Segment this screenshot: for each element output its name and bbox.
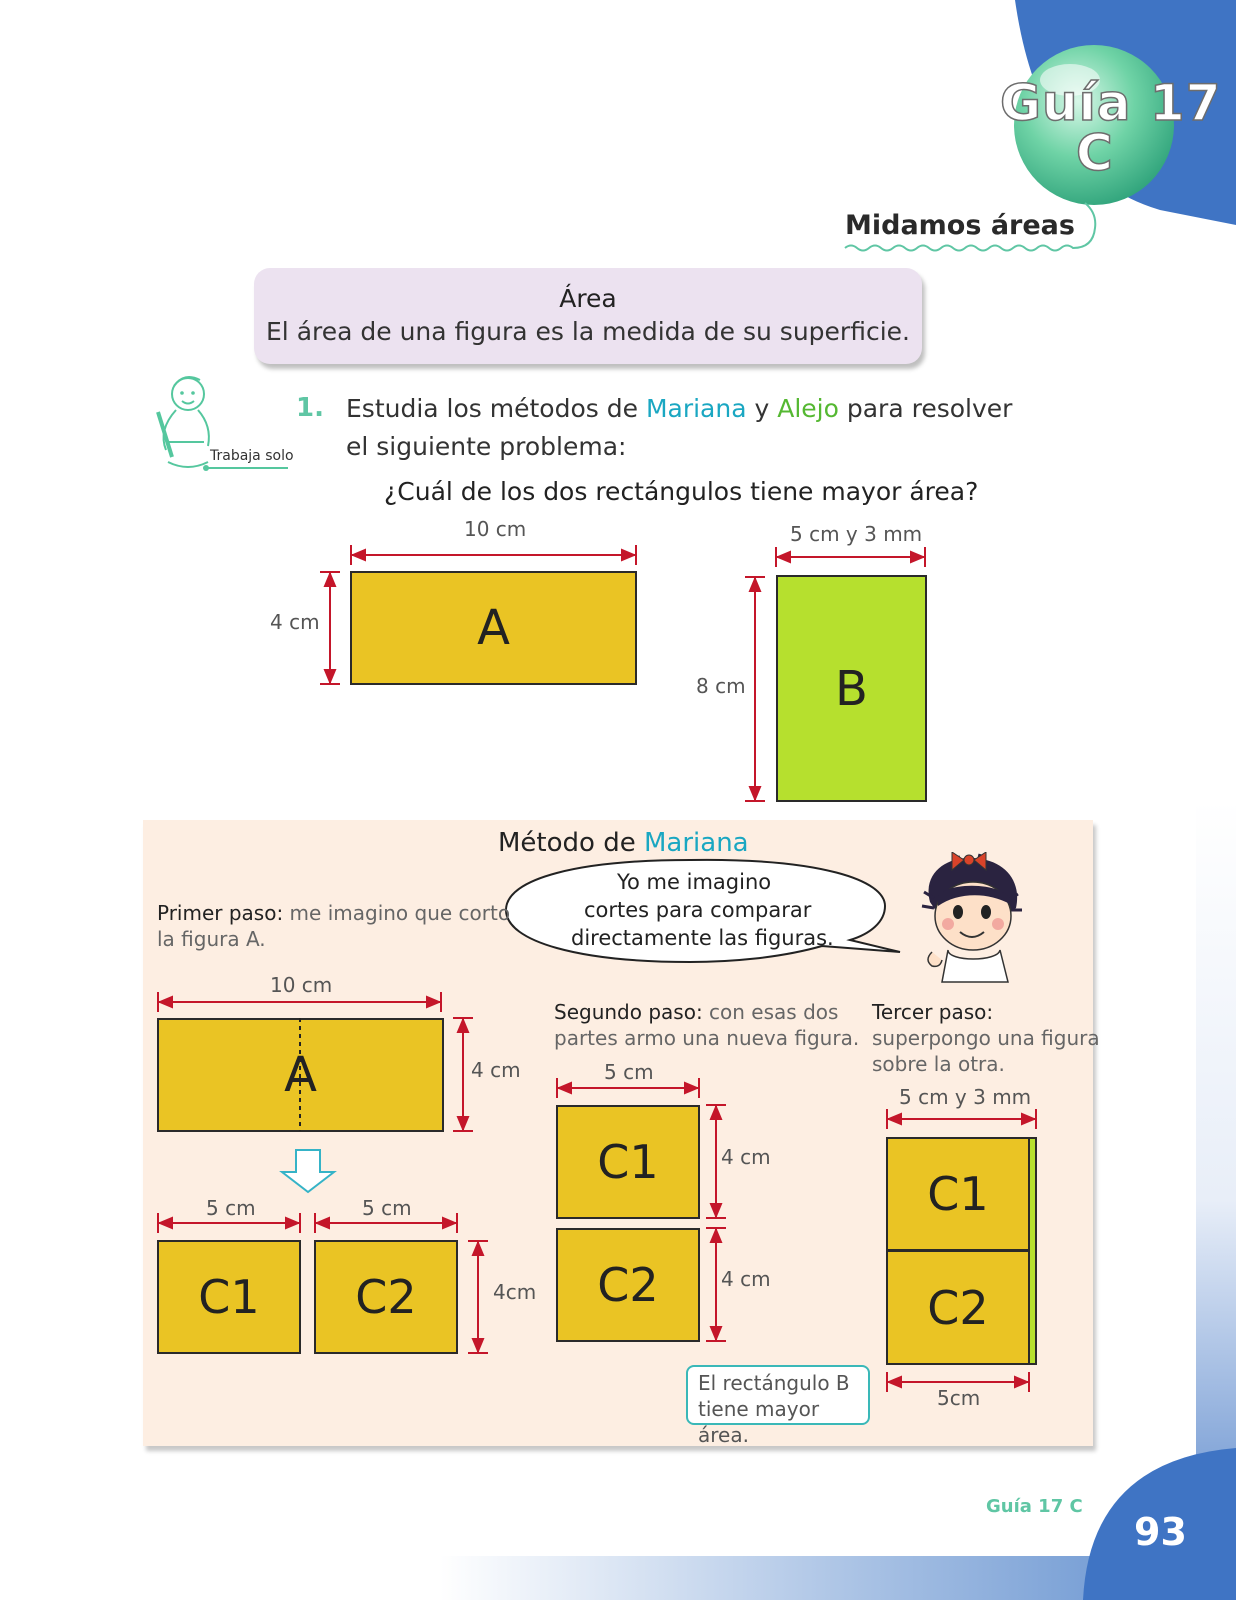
step-3-label: Tercer paso: (872, 1000, 994, 1024)
guide-letter: C (1076, 124, 1113, 182)
step-2-c2-label: C2 (597, 1258, 659, 1312)
c2-width-label: 5 cm (362, 1196, 412, 1220)
section-title: Midamos áreas (845, 210, 1075, 241)
step-3-top-width-label: 5 cm y 3 mm (899, 1085, 1032, 1109)
work-alone-label: Trabaja solo (210, 448, 294, 464)
step-2-text: Segundo paso: con esas dos partes armo una nueva figura. (554, 1000, 860, 1050)
step-2-width-label: 5 cm (604, 1060, 654, 1084)
name-mariana: Mariana (645, 394, 747, 423)
figure-b-label: B (835, 660, 868, 717)
step-2-height-2-label: 4 cm (721, 1267, 771, 1291)
figure-b-width-label: 5 cm y 3 mm (790, 522, 923, 546)
conclusion-note: El rectángulo B tiene mayor área. (686, 1365, 870, 1425)
step-2-c1-label: C1 (597, 1135, 659, 1189)
step-1-text: Primer paso: me imagino que corto la figura A. (157, 901, 511, 951)
question-line-1: Estudia los métodos de Mariana y Alejo para resolver (346, 394, 1013, 423)
down-arrow-icon (282, 1150, 334, 1192)
speech-line-1: Yo me imagino (617, 870, 772, 894)
pieces-height-label: 4cm (493, 1280, 537, 1304)
method-name-mariana: Mariana (643, 828, 749, 858)
step-1-figure-a-label: A (284, 1047, 317, 1103)
c1-width-label: 5 cm (206, 1196, 256, 1220)
piece-c2-label: C2 (355, 1270, 417, 1324)
step-1-height-label: 4 cm (471, 1058, 521, 1082)
piece-c1-label: C1 (198, 1270, 260, 1324)
figure-b-height-label: 8 cm (696, 674, 746, 698)
footer-guide-label: Guía 17 C (986, 1496, 1083, 1517)
step-2-label: Segundo paso: (554, 1000, 703, 1024)
speech-line-3: directamente las figuras. (571, 926, 834, 950)
problem-question: ¿Cuál de los dos rectángulos tiene mayor área? (384, 477, 979, 506)
step-1-width-label: 10 cm (270, 973, 333, 997)
step-3-c1-label: C1 (927, 1167, 989, 1221)
method-title: Método de Mariana (498, 828, 749, 858)
figure-a-width-label: 10 cm (464, 517, 527, 541)
definition-text: El área de una figura es la medida de su superficie. (266, 317, 910, 346)
question-line-2: el siguiente problema: (346, 432, 627, 461)
step-3-bottom-width-label: 5cm (937, 1386, 981, 1410)
step-2-height-1-label: 4 cm (721, 1145, 771, 1169)
definition-title: Área (559, 284, 617, 313)
question-number: 1. (296, 393, 324, 423)
figure-a-label: A (477, 600, 510, 656)
guide-label: Guía 17 (1000, 74, 1222, 132)
speech-line-2: cortes para comparar (584, 898, 812, 922)
figure-a-height-label: 4 cm (270, 610, 320, 634)
name-alejo: Alejo (777, 394, 839, 423)
step-3-text: Tercer paso: superpongo una figura sobre la otra. (872, 1000, 1100, 1076)
page-number: 93 (1134, 1510, 1187, 1554)
step-3-c2-label: C2 (927, 1280, 989, 1335)
step-1-label: Primer paso: (157, 901, 284, 925)
